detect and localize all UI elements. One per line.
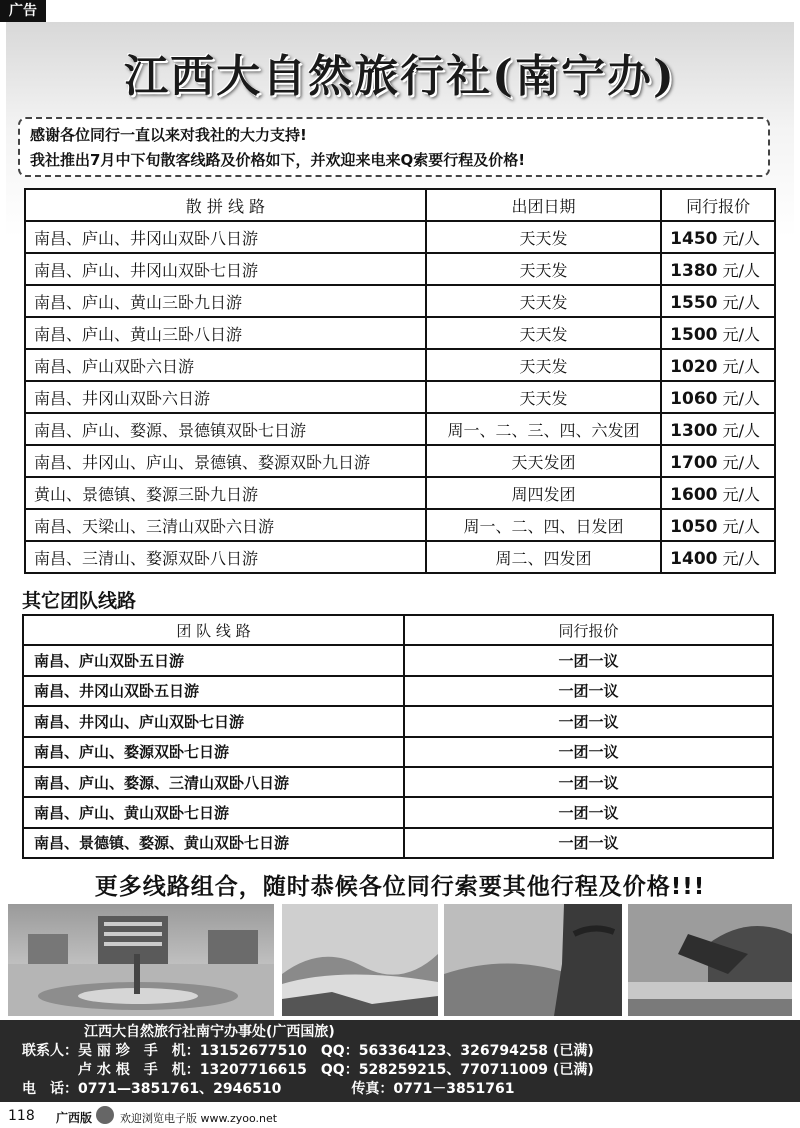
mountain-clouds-photo — [282, 904, 438, 1016]
price-cell: 一团一议 — [404, 645, 773, 675]
price-unit: 元/人 — [722, 388, 760, 408]
slogan: 更多线路组合，随时恭候各位同行索要其他行程及价格!!! — [94, 874, 706, 900]
table-row — [23, 828, 773, 858]
price-unit: 元/人 — [722, 260, 760, 280]
date-cell: 周四发团 — [426, 477, 661, 509]
table-row — [25, 221, 775, 253]
contact-line-2: 卢 水 根 手 机：13207716615 QQ：528259215、770711009 (已满) — [22, 1062, 594, 1078]
route-cell: 南昌、庐山、井冈山双卧七日游 — [25, 253, 426, 285]
price-cell: 一团一议 — [404, 706, 773, 736]
contact-line-1: 联系人：吴 丽 珍 手 机：13152677510 QQ：563364123、326794258 (已满) — [22, 1043, 594, 1059]
date-cell: 天天发团 — [426, 445, 661, 477]
intro-box — [18, 117, 770, 177]
city-square-photo — [8, 904, 274, 1016]
price-value: 1400 — [670, 548, 718, 569]
price-unit: 元/人 — [722, 516, 760, 536]
date-cell: 天天发 — [426, 349, 661, 381]
date-cell: 天天发 — [426, 253, 661, 285]
price-cell: 一团一议 — [404, 767, 773, 797]
footer — [0, 1104, 800, 1128]
route-cell: 南昌、庐山、婺源双卧七日游 — [23, 737, 404, 767]
price-value: 1600 — [670, 484, 718, 505]
table-row — [23, 676, 773, 706]
contact-panel — [0, 1020, 800, 1102]
price-cell — [661, 445, 775, 477]
table-row — [23, 645, 773, 675]
route-cell: 南昌、三清山、婺源双卧八日游 — [25, 541, 426, 573]
section-title-other-routes: 其它团队线路 — [22, 590, 137, 612]
price-cell: 一团一议 — [404, 676, 773, 706]
page-title: 江西大自然旅行社(南宁办) — [124, 51, 676, 102]
table-row — [25, 413, 775, 445]
website-tagline: 欢迎浏览电子版 www.zyoo.net — [120, 1112, 278, 1125]
route-cell: 南昌、庐山、黄山三卧八日游 — [25, 317, 426, 349]
price-value: 1380 — [670, 260, 718, 281]
price-value: 1020 — [670, 356, 718, 377]
logo-icon — [96, 1106, 114, 1124]
route-cell: 南昌、庐山、黄山双卧七日游 — [23, 797, 404, 827]
header-date: 出团日期 — [426, 189, 661, 221]
date-cell: 天天发 — [426, 381, 661, 413]
date-cell: 天天发 — [426, 221, 661, 253]
scattered-routes-table — [24, 188, 776, 574]
header-group-route: 团 队 线 路 — [23, 615, 404, 645]
cliff-pine-photo — [444, 904, 622, 1016]
price-cell — [661, 317, 775, 349]
route-cell: 南昌、景德镇、婺源、黄山双卧七日游 — [23, 828, 404, 858]
price-unit: 元/人 — [722, 452, 760, 472]
contact-org: 江西大自然旅行社南宁办事处(广西国旅) — [84, 1024, 335, 1040]
date-cell: 周一、二、四、日发团 — [426, 509, 661, 541]
price-cell: 一团一议 — [404, 737, 773, 767]
table-row — [23, 797, 773, 827]
date-cell: 天天发 — [426, 285, 661, 317]
table-row — [23, 737, 773, 767]
date-cell: 周一、二、三、四、六发团 — [426, 413, 661, 445]
table-row — [25, 541, 775, 573]
price-unit: 元/人 — [722, 292, 760, 312]
price-cell — [661, 413, 775, 445]
price-cell — [661, 253, 775, 285]
route-cell: 南昌、井冈山双卧六日游 — [25, 381, 426, 413]
table-row — [25, 381, 775, 413]
edition-label: 广西版 — [56, 1111, 93, 1125]
price-value: 1060 — [670, 388, 718, 409]
date-cell: 天天发 — [426, 317, 661, 349]
price-cell — [661, 285, 775, 317]
route-cell: 南昌、庐山、婺源、三清山双卧八日游 — [23, 767, 404, 797]
price-cell: 一团一议 — [404, 797, 773, 827]
table-row — [25, 445, 775, 477]
table-row — [25, 509, 775, 541]
price-unit: 元/人 — [722, 420, 760, 440]
route-cell: 南昌、庐山、井冈山双卧八日游 — [25, 221, 426, 253]
price-cell: 一团一议 — [404, 828, 773, 858]
price-value: 1550 — [670, 292, 718, 313]
route-cell: 南昌、井冈山、庐山双卧七日游 — [23, 706, 404, 736]
header-route: 散 拼 线 路 — [25, 189, 426, 221]
price-cell — [661, 349, 775, 381]
price-unit: 元/人 — [722, 356, 760, 376]
table-row — [23, 706, 773, 736]
price-unit: 元/人 — [722, 324, 760, 344]
price-unit: 元/人 — [722, 228, 760, 248]
table-row — [25, 285, 775, 317]
route-cell: 南昌、井冈山双卧五日游 — [23, 676, 404, 706]
price-value: 1700 — [670, 452, 718, 473]
table-header-row — [25, 189, 775, 221]
price-cell — [661, 509, 775, 541]
price-value: 1050 — [670, 516, 718, 537]
header-group-price: 同行报价 — [404, 615, 773, 645]
table-row — [25, 253, 775, 285]
price-cell — [661, 477, 775, 509]
route-cell: 南昌、庐山双卧五日游 — [23, 645, 404, 675]
contact-line-3: 电 话：0771—3851761、2946510 传真：0771－3851761 — [22, 1081, 515, 1097]
route-cell: 南昌、庐山、婺源、景德镇双卧七日游 — [25, 413, 426, 445]
ad-tag: 广告 — [0, 0, 46, 22]
price-cell — [661, 541, 775, 573]
date-cell: 周二、四发团 — [426, 541, 661, 573]
route-cell: 南昌、井冈山、庐山、景德镇、婺源双卧九日游 — [25, 445, 426, 477]
price-value: 1300 — [670, 420, 718, 441]
group-routes-table — [22, 614, 774, 859]
price-cell — [661, 381, 775, 413]
price-value: 1500 — [670, 324, 718, 345]
price-cell — [661, 221, 775, 253]
route-cell: 南昌、庐山、黄山三卧九日游 — [25, 285, 426, 317]
table-row — [23, 767, 773, 797]
route-cell: 黄山、景德镇、婺源三卧九日游 — [25, 477, 426, 509]
table-row — [25, 349, 775, 381]
price-unit: 元/人 — [722, 484, 760, 504]
intro-line-2: 我社推出7月中下旬散客线路及价格如下，并欢迎来电来Q索要行程及价格! — [30, 151, 526, 169]
price-unit: 元/人 — [722, 548, 760, 568]
page-number: 118 — [8, 1108, 35, 1124]
table-row — [25, 317, 775, 349]
table-row — [25, 477, 775, 509]
table-header-row — [23, 615, 773, 645]
header-price: 同行报价 — [661, 189, 775, 221]
intro-line-1: 感谢各位同行一直以来对我社的大力支持! — [30, 126, 307, 144]
route-cell: 南昌、天梁山、三清山双卧六日游 — [25, 509, 426, 541]
monument-photo — [628, 904, 792, 1016]
route-cell: 南昌、庐山双卧六日游 — [25, 349, 426, 381]
price-value: 1450 — [670, 228, 718, 249]
